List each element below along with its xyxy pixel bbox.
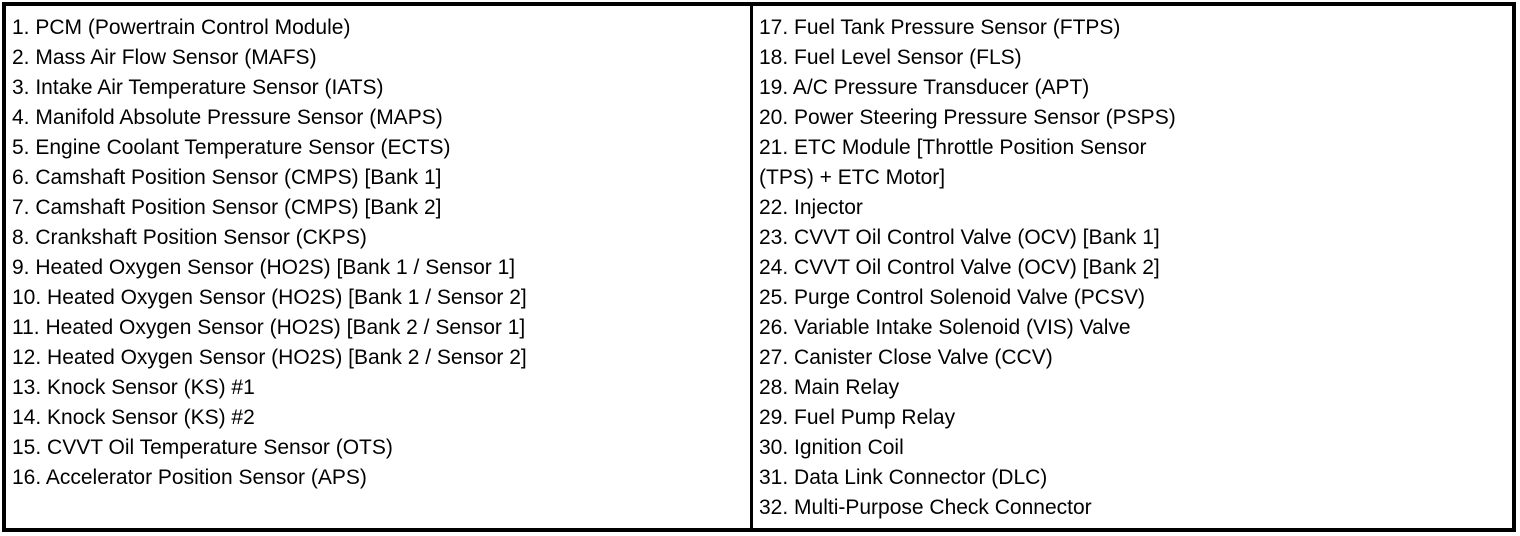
component-line: (TPS) + ETC Motor] — [759, 166, 946, 189]
component-line: 14. Knock Sensor (KS) #2 — [12, 406, 255, 429]
component-line: 15. CVVT Oil Temperature Sensor (OTS) — [12, 436, 393, 459]
component-line: 13. Knock Sensor (KS) #1 — [12, 376, 255, 399]
component-line: 16. Accelerator Position Sensor (APS) — [12, 466, 367, 489]
component-line: 27. Canister Close Valve (CCV) — [759, 346, 1053, 369]
component-line: 2. Mass Air Flow Sensor (MAFS) — [12, 46, 317, 69]
component-line: 9. Heated Oxygen Sensor (HO2S) [Bank 1 / Sensor 1] — [12, 256, 516, 279]
component-line: 10. Heated Oxygen Sensor (HO2S) [Bank 1 / Sensor 2] — [12, 286, 527, 309]
component-line: 21. ETC Module [Throttle Position Sensor — [759, 136, 1147, 159]
component-line: 31. Data Link Connector (DLC) — [759, 466, 1048, 489]
component-line: 18. Fuel Level Sensor (FLS) — [759, 46, 1022, 69]
component-line: 23. CVVT Oil Control Valve (OCV) [Bank 1] — [759, 226, 1160, 249]
component-line: 1. PCM (Powertrain Control Module) — [12, 16, 351, 39]
component-line: 26. Variable Intake Solenoid (VIS) Valve — [759, 316, 1131, 339]
component-list-left — [6, 6, 753, 528]
component-line: 29. Fuel Pump Relay — [759, 406, 956, 429]
component-line: 28. Main Relay — [759, 376, 900, 399]
component-line: 24. CVVT Oil Control Valve (OCV) [Bank 2] — [759, 256, 1160, 279]
component-line: 7. Camshaft Position Sensor (CMPS) [Bank 2] — [12, 196, 442, 219]
component-line: 20. Power Steering Pressure Sensor (PSPS) — [759, 106, 1176, 129]
component-index-table — [2, 2, 1516, 532]
component-list-right — [753, 6, 1512, 528]
component-line: 6. Camshaft Position Sensor (CMPS) [Bank 1] — [12, 166, 442, 189]
component-line: 8. Crankshaft Position Sensor (CKPS) — [12, 226, 367, 249]
component-line: 22. Injector — [759, 196, 863, 219]
component-line: 3. Intake Air Temperature Sensor (IATS) — [12, 76, 384, 99]
component-line: 19. A/C Pressure Transducer (APT) — [759, 76, 1090, 99]
component-line: 30. Ignition Coil — [759, 436, 904, 459]
component-line: 32. Multi-Purpose Check Connector — [759, 496, 1092, 519]
component-line: 5. Engine Coolant Temperature Sensor (ECTS) — [12, 136, 451, 159]
component-line: 11. Heated Oxygen Sensor (HO2S) [Bank 2 / Sensor 1] — [12, 316, 526, 339]
component-line: 25. Purge Control Solenoid Valve (PCSV) — [759, 286, 1145, 309]
component-line: 12. Heated Oxygen Sensor (HO2S) [Bank 2 / Sensor 2] — [12, 346, 527, 369]
component-line: 17. Fuel Tank Pressure Sensor (FTPS) — [759, 16, 1121, 39]
component-line: 4. Manifold Absolute Pressure Sensor (MAPS) — [12, 106, 443, 129]
